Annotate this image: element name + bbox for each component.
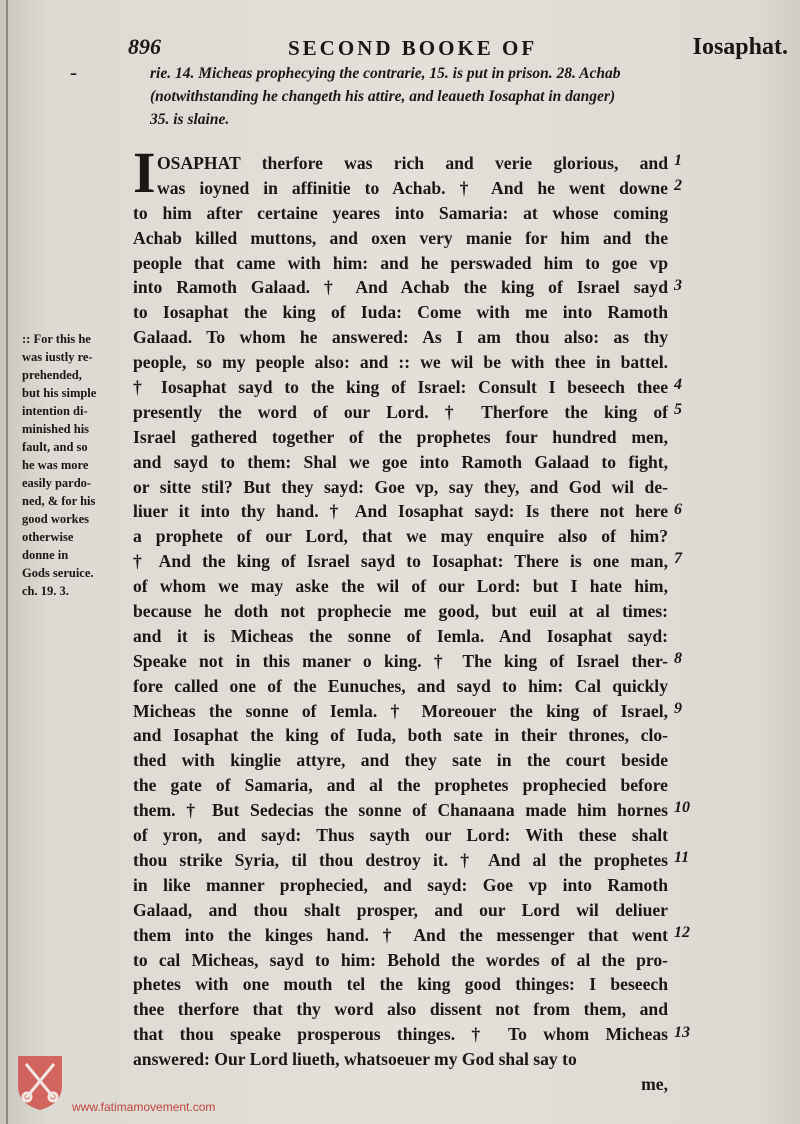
margin-note-line: ned, & for his: [22, 494, 96, 508]
body-line: Galaad, and thou shalt prosper, and our Lord wil deliuer: [133, 899, 668, 920]
argument-line: (notwithstanding he changeth his attire, and leaueth Iosaphat in danger): [150, 88, 616, 105]
body-line: answered: Our Lord liueth, whatsoeuer my God shal say to: [133, 1049, 577, 1070]
margin-note-line: he was more: [22, 458, 89, 472]
body-line: to cal Micheas, sayd to him: Behold the wordes of al the pro-: [133, 949, 668, 970]
body-line: me,: [641, 1073, 668, 1094]
body-line: and sayd to them: Shal we goe into Ramoth Galaad to fight,: [133, 451, 668, 472]
verse-number: 2: [674, 176, 682, 194]
margin-note-line: minished his: [22, 422, 90, 436]
body-line: because he doth not prophecie me good, but euil at al times:: [133, 601, 668, 622]
drop-cap: I: [133, 140, 156, 205]
body-line: Israel gathered together of the prophetes four hundred men,: [133, 426, 668, 447]
body-line: that thou speake prosperous thinges. † To whom Micheas: [133, 1024, 668, 1045]
body-line: thee therfore that thy word also dissent not from them, and: [133, 999, 668, 1020]
body-line: was ioyned in affinitie to Achab. † And he went downe: [157, 177, 668, 198]
page-header: [128, 34, 788, 64]
argument-marker: –: [70, 66, 77, 82]
verse-number: 10: [674, 799, 690, 817]
body-line: them into the kinges hand. † And the messenger that went: [133, 924, 668, 945]
page-gutter-line: [6, 0, 8, 1124]
margin-note-line: ch. 19. 3.: [22, 584, 69, 598]
body-line: thou strike Syria, til thou destroy it. † And al the prophetes: [133, 849, 668, 870]
body-line: † Iosaphat sayd to the king of Israel: Consult I beseech thee: [133, 377, 668, 398]
body-line: Speake not in this maner o king. † The king of Israel ther-: [133, 650, 668, 671]
body-line: phetes with one mouth tel the king good thinges: I beseech: [133, 974, 668, 995]
margin-note-line: good workes: [22, 512, 90, 526]
body-line: people, so my people also: and :: we wil be with thee in battel.: [133, 352, 668, 373]
running-subject: Iosaphat.: [692, 34, 788, 60]
margin-note: [22, 330, 134, 600]
watermark-url[interactable]: www.fatimamovement.com: [72, 1100, 216, 1114]
verse-number: 13: [674, 1023, 690, 1041]
verse-number: 8: [674, 650, 682, 667]
papal-keys-emblem-icon: [14, 1052, 66, 1112]
margin-note-line: intention di-: [22, 404, 88, 418]
body-line: into Ramoth Galaad. † And Achab the king of Israel sayd: [133, 277, 668, 298]
body-line: and Iosaphat the king of Iuda, both sate in their thrones, clo-: [133, 725, 668, 746]
body-line: † And the king of Israel sayd to Iosaphat: There is one man,: [133, 551, 668, 572]
margin-note-line: donne in: [22, 548, 69, 562]
body-line: in like manner prophecied, and sayd: Goe vp into Ramoth: [133, 874, 668, 895]
body-line: to him after certaine yeares into Samaria: at whose coming: [133, 202, 668, 223]
margin-note-line: :: For this he: [22, 332, 91, 346]
body-line: Galaad. To whom he answered: As I am thou also: as thy: [133, 327, 668, 348]
verse-number: 1: [674, 152, 682, 169]
verse-number: 7: [674, 550, 682, 568]
body-line: or sitte stil? But they sayd: Goe vp, say they, and God wil de-: [133, 476, 668, 497]
argument-line: 35. is slaine.: [150, 111, 230, 128]
body-line: Micheas the sonne of Iemla. † Moreouer the king of Israel,: [133, 700, 668, 721]
verse-number: 3: [674, 276, 682, 294]
page-number: 896: [128, 34, 161, 59]
chapter-argument: [150, 62, 710, 131]
body-line: to Iosaphat the king of Iuda: Come with me into Ramoth: [133, 302, 668, 323]
body-line: OSAPHAT therfore was rich and verie glorious, and: [157, 153, 668, 173]
body-line: them. † But Sedecias the sonne of Chanaana made him hornes: [133, 800, 668, 821]
verse-number: 9: [674, 699, 682, 717]
body-line: liuer it into thy hand. † And Iosaphat sayd: Is there not here: [133, 501, 668, 522]
body-line: of whom we may aske the wil of our Lord: but I hate him,: [133, 576, 668, 597]
margin-note-line: was iustly re-: [22, 350, 93, 364]
body-line: of yron, and sayd: Thus sayth our Lord: With these shalt: [133, 825, 668, 846]
running-title: SECOND BOOKE OF: [288, 36, 538, 60]
margin-note-line: otherwise: [22, 530, 74, 544]
body-line: the gate of Samaria, and al the prophetes prophecied before: [133, 775, 668, 796]
margin-note-line: fault, and so: [22, 440, 88, 454]
verse-number: 5: [674, 401, 682, 418]
body-line: fore called one of the Eunuches, and sayd to him: Cal quickly: [133, 675, 668, 696]
margin-note-line: but his simple: [22, 386, 97, 400]
verse-number: 4: [674, 376, 682, 394]
body-line: a prophete of our Lord, that we may enquire also of him?: [133, 526, 668, 547]
body-line: Achab killed muttons, and oxen very manie for him and the: [133, 227, 668, 248]
body-line: and it is Micheas the sonne of Iemla. And Iosaphat sayd:: [133, 625, 668, 646]
margin-note-line: Gods seruice.: [22, 566, 94, 580]
body-text: [133, 151, 668, 1097]
body-line: presently the word of our Lord. † Therfore the king of: [133, 401, 668, 422]
verse-number: 12: [674, 923, 690, 941]
body-line: people that came with him: and he perswaded him to goe vp: [133, 252, 668, 273]
margin-note-line: easily pardo-: [22, 476, 92, 490]
argument-line: rie. 14. Micheas prophecying the contrarie, 15. is put in prison. 28. Achab: [150, 65, 621, 82]
verse-number: 11: [674, 849, 690, 867]
margin-note-line: prehended,: [22, 368, 82, 382]
verse-number: 6: [674, 500, 682, 518]
body-line: thed with kinglie attyre, and they sate in the court beside: [133, 750, 668, 771]
